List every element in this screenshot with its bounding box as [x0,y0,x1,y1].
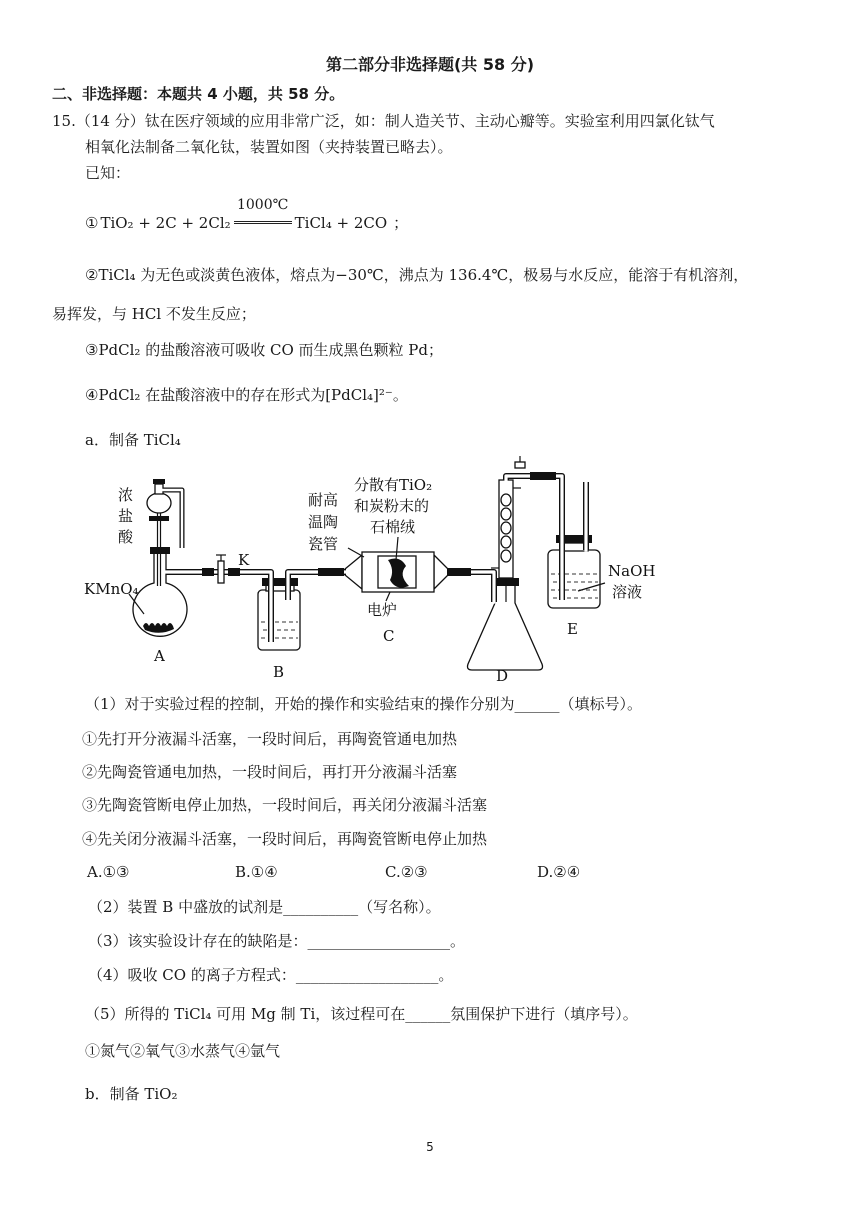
part-a-heading: a．制备 TiCl₄ [85,431,181,449]
label-conc-1: 浓 [118,486,134,504]
q1-step-3: ③先陶瓷管断电停止加热，一段时间后，再关闭分液漏斗活塞 [82,796,488,814]
label-a: A [154,647,165,665]
question-intro-line2: 相氧化法制备二氧化钛，装置如图（夹持装置已略去）。 [85,138,453,156]
equation-marker: ① [85,214,99,232]
equals-double-line [234,221,292,224]
label-d: D [496,667,509,685]
part-heading: 二、非选择题：本题共 4 小题，共 58 分。 [52,85,345,103]
q1-choice-a: A.①③ [87,863,130,881]
q1-step-4: ④先关闭分液漏斗活塞，一段时间后，再陶瓷管断电停止加热 [82,830,488,848]
equation-products: TiCl₄ + 2CO [294,214,388,232]
known-equation [85,197,408,233]
condenser-tap [515,462,525,468]
label-kmno4: KMnO₄ [84,580,139,598]
q1-step-1: ①先打开分液漏斗活塞，一段时间后，再陶瓷管通电加热 [82,730,458,748]
label-tube-1: 耐高 [308,491,339,509]
bottle-b [258,578,300,650]
q1-step-2: ②先陶瓷管通电加热，一段时间后，再打开分液漏斗活塞 [82,763,458,781]
ceramic-tube-c [345,537,448,601]
label-conc-3: 酸 [118,528,134,546]
question-number: 15. [52,112,76,130]
question-intro-text: （14 分）钛在医疗领域的应用非常广泛，如：制人造关节、主动心瓣等。实验室利用四氯化钛气 [75,112,715,130]
q1-stem: （1）对于实验过程的控制，开始的操作和实验结束的操作分别为______（填标号）。 [85,695,643,713]
label-k: K [238,551,250,569]
label-furnace: 电炉 [367,601,398,619]
q2: （2）装置 B 中盛放的试剂是__________（写名称）。 [88,898,441,916]
equation-condition-sign [234,197,292,233]
label-e: E [567,620,578,638]
label-packing-2: 和炭粉末的 [354,497,430,515]
label-packing-3: 石棉绒 [370,518,416,536]
equation-end-mark: ； [393,214,409,232]
label-solution: 溶液 [612,583,643,601]
apparatus-diagram [0,455,860,695]
stopcock-k [216,555,226,583]
label-b: B [273,663,285,681]
label-packing-1: 分散有TiO₂ [354,476,433,494]
equation-reactants: TiO₂ + 2C + 2Cl₂ [100,214,231,232]
label-naoh: NaOH [608,562,656,580]
known-item2-line2: 易挥发，与 HCl 不发生反应； [52,305,256,323]
label-tube-3: 瓷管 [308,535,339,553]
q5-options: ①氮气②氧气③水蒸气④氩气 [85,1042,281,1060]
part-b-heading: b．制备 TiO₂ [85,1085,178,1103]
equation-condition: 1000℃ [236,197,289,213]
label-conc-2: 盐 [118,507,134,525]
page-number: 5 [426,1140,434,1154]
q1-choice-d: D.②④ [537,863,581,881]
q4: （4）吸收 CO 的离子方程式：___________________。 [88,966,454,984]
funnel-stopcock [149,516,169,521]
known-label: 已知： [85,164,131,182]
bottle-e [548,535,600,608]
q5-stem: （5）所得的 TiCl₄ 可用 Mg 制 Ti，该过程可在______氛围保护下进行（填序号）。 [85,1005,638,1023]
flask-d [468,578,543,670]
label-tube-2: 温陶 [308,513,339,531]
question-intro-line1 [52,111,715,131]
section-title: 第二部分非选择题(共 58 分) [325,55,535,74]
known-item4: ④PdCl₂ 在盐酸溶液中的存在形式为[PdCl₄]²⁻。 [85,386,408,404]
q1-choice-c: C.②③ [385,863,428,881]
known-item3: ③PdCl₂ 的盐酸溶液可吸收 CO 而生成黑色颗粒 Pd； [85,341,443,359]
q1-choice-b: B.①④ [235,863,278,881]
q3: （3）该实验设计存在的缺陷是：___________________。 [88,932,466,950]
known-item2-line1: ②TiCl₄ 为无色或淡黄色液体，熔点为−30℃，沸点为 136.4℃，极易与水反应，能溶于有机溶剂， [85,266,749,284]
label-c: C [383,627,395,645]
